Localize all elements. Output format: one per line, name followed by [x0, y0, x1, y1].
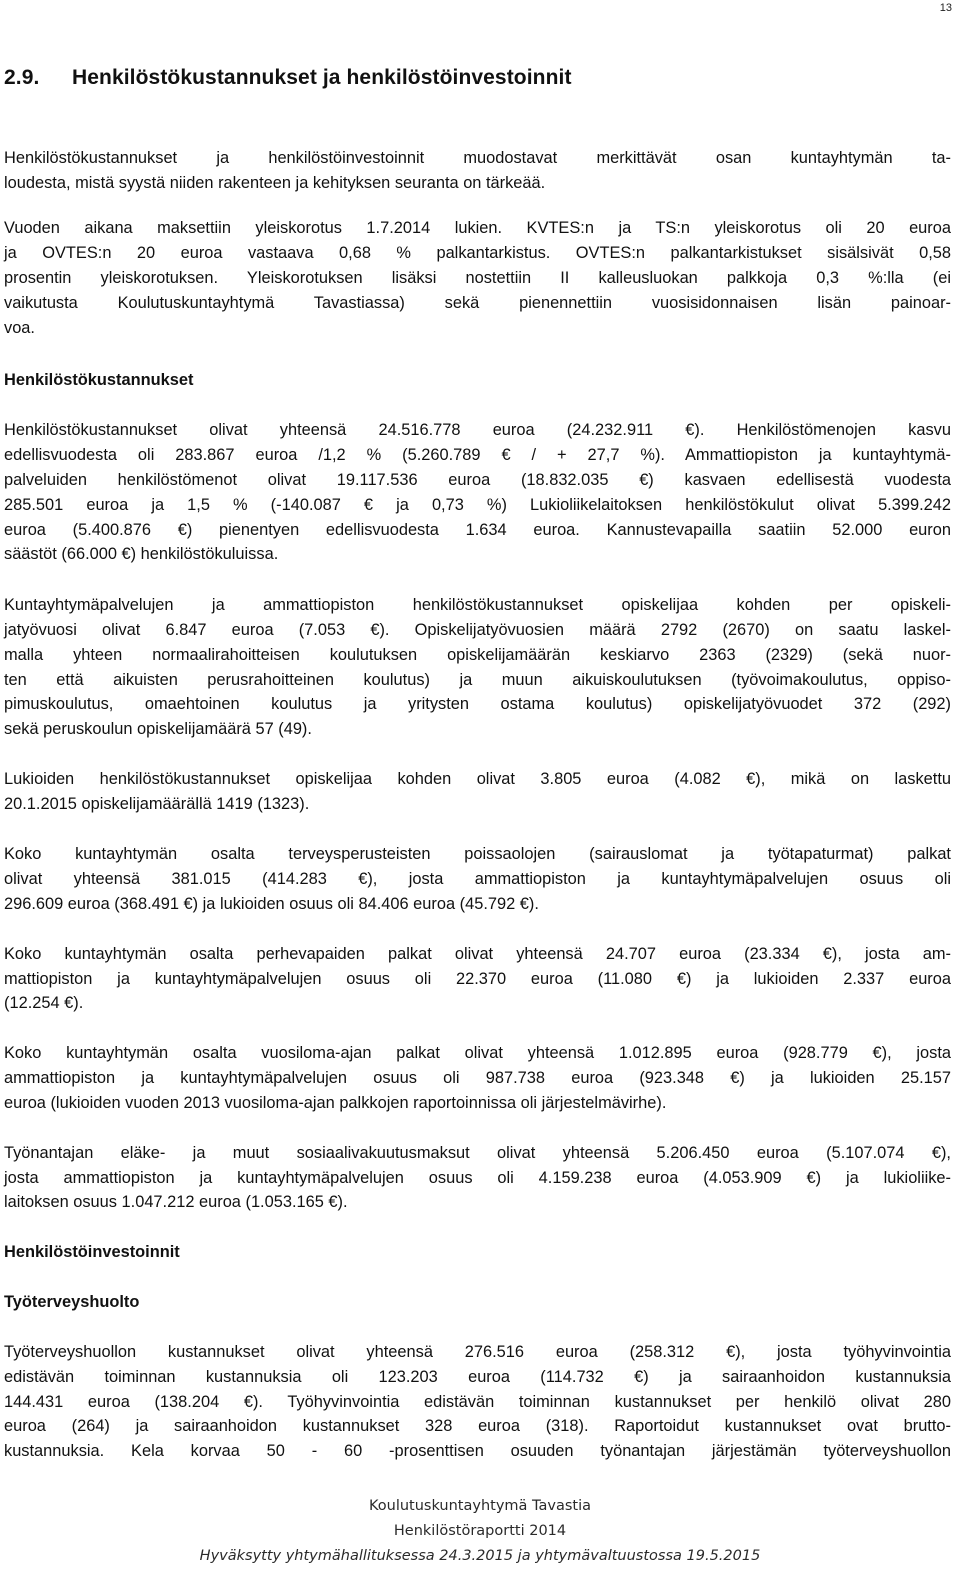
body-line: vaikutusta Koulutuskuntayhtymä Tavastiassa) sekä pienennettiin vuosisidonnaisen lisän painoar-: [4, 294, 951, 312]
body-line: prosentin yleiskorotuksen. Yleiskorotuksen lisäksi nostettiin II kalleusluokan palkkoja 0,3 %:lla (ei: [4, 269, 951, 287]
footer-report-title: Henkilöstöraportti 2014: [393, 1523, 567, 1539]
body-line: Työterveyshuollon kustannukset olivat yhteensä 276.516 euroa (258.312 €), josta työhyvinvointia: [4, 1343, 951, 1361]
body-line: ja OVTES:n 20 euroa vastaava 0,68 % palkantarkistus. OVTES:n palkantarkistukset sisälsivät 0,58: [4, 244, 951, 262]
body-line: Koko kuntayhtymän osalta terveysperusteisten poissaolojen (sairauslomat ja työtapaturmat) palkat: [4, 845, 951, 863]
footer-organization: Koulutuskuntayhtymä Tavastia: [368, 1498, 592, 1514]
page-number: 13: [939, 2, 952, 14]
body-line: loudesta, mistä syystä niiden rakenteen ja kehityksen seuranta on tärkeää.: [4, 174, 546, 192]
footer-approval: Hyväksytty yhtymähallituksessa 24.3.2015 ja yhtymävaltuustossa 19.5.2015: [199, 1548, 761, 1564]
body-line: kustannuksia. Kela korvaa 50 - 60 -prosenttisen osuuden työnantajan järjestämän työterveyshuollon: [4, 1442, 951, 1460]
subheading-henkilostokustannukset: Henkilöstökustannukset: [4, 371, 194, 389]
body-line: malla yhteen normaalirahoitteisen koulutuksen opiskelijamäärän keskiarvo 2363 (2329) (sekä nuor-: [4, 646, 951, 664]
section-number: 2.9.: [4, 66, 40, 89]
body-line: Työnantajan eläke- ja muut sosiaalivakuutusmaksut olivat yhteensä 5.206.450 euroa (5.107.074 €),: [4, 1144, 951, 1162]
body-line: edistävän toiminnan kustannuksia oli 123.203 euroa (114.732 €) ja sairaanhoidon kustannuksia: [4, 1368, 951, 1386]
body-line: Koko kuntayhtymän osalta vuosiloma-ajan palkat olivat yhteensä 1.012.895 euroa (928.779 €), josta: [4, 1044, 951, 1062]
body-line: Henkilöstökustannukset olivat yhteensä 24.516.778 euroa (24.232.911 €). Henkilöstömenojen kasvu: [4, 421, 951, 439]
body-line: voa.: [4, 319, 35, 337]
body-line: euroa (264) ja sairaanhoidon kustannukset 328 euroa (318). Raportoidut kustannukset ovat brutto-: [4, 1417, 951, 1435]
subheading-henkilostoinvestoinnit: Henkilöstöinvestoinnit: [4, 1243, 180, 1261]
subheading-tyoterveyshuolto: Työterveyshuolto: [4, 1293, 140, 1311]
body-line: 285.501 euroa ja 1,5 % (-140.087 € ja 0,73 %) Lukioliikelaitoksen henkilöstökulut olivat 5.399.242: [4, 496, 951, 514]
body-line: jatyövuosi olivat 6.847 euroa (7.053 €). Opiskelijatyövuosien määrä 2792 (2670) on saatu laskel-: [4, 621, 951, 639]
body-line: Vuoden aikana maksettiin yleiskorotus 1.7.2014 lukien. KVTES:n ja TS:n yleiskorotus oli 20 euroa: [4, 219, 951, 237]
body-line: euroa (lukioiden vuoden 2013 vuosiloma-ajan palkkojen raportoinnissa oli järjestelmävirhe).: [4, 1094, 667, 1112]
body-line: pimuskoulutus, omaehtoinen koulutus ja yritysten ostama koulutus) opiskelijatyövuodet 372 (292): [4, 695, 951, 713]
body-line: Henkilöstökustannukset ja henkilöstöinvestoinnit muodostavat merkittävät osan kuntayhtymän ta-: [4, 149, 951, 167]
body-line: Lukioiden henkilöstökustannukset opiskelijaa kohden olivat 3.805 euroa (4.082 €), mikä on laskettu: [4, 770, 951, 788]
section-heading: [4, 66, 572, 90]
body-line: josta ammattiopiston ja kuntayhtymäpalvelujen osuus oli 4.159.238 euroa (4.053.909 €) ja lukioliike-: [4, 1169, 951, 1187]
body-line: ammattiopiston ja kuntayhtymäpalvelujen osuus oli 987.738 euroa (923.348 €) ja lukioiden 25.157: [4, 1069, 951, 1087]
body-line: Kuntayhtymäpalvelujen ja ammattiopiston henkilöstökustannukset opiskelijaa kohden per opiskeli-: [4, 596, 951, 614]
body-line: ten että aikuisten perusrahoitteinen koulutus) ja muun aikuiskoulutuksen (työvoimakoulutus, oppiso-: [4, 671, 951, 689]
body-line: laitoksen osuus 1.047.212 euroa (1.053.165 €).: [4, 1193, 348, 1211]
body-line: sekä peruskoulun opiskelijamäärä 57 (49).: [4, 720, 312, 738]
body-line: säästöt (66.000 €) henkilöstökuluissa.: [4, 545, 279, 563]
body-line: olivat yhteensä 381.015 (414.283 €), josta ammattiopiston ja kuntayhtymäpalvelujen osuus oli: [4, 870, 951, 888]
section-title: Henkilöstökustannukset ja henkilöstöinvestoinnit: [72, 66, 572, 89]
body-line: mattiopiston ja kuntayhtymäpalvelujen osuus oli 22.370 euroa (11.080 €) ja lukioiden 2.337 euroa: [4, 970, 951, 988]
body-line: edellisvuodesta oli 283.867 euroa /1,2 % (5.260.789 € / + 27,7 %). Ammattiopiston ja kuntayhtymä-: [4, 446, 951, 464]
body-line: 144.431 euroa (138.204 €). Työhyvinvointia edistävän toiminnan kustannukset per henkilö olivat 280: [4, 1393, 951, 1411]
body-line: 20.1.2015 opiskelijamäärällä 1419 (1323).: [4, 795, 310, 813]
body-line: palveluiden henkilöstömenot olivat 19.117.536 euroa (18.832.035 €) kasvaen edellisestä vuodesta: [4, 471, 951, 489]
body-line: 296.609 euroa (368.491 €) ja lukioiden osuus oli 84.406 euroa (45.792 €).: [4, 895, 539, 913]
body-line: euroa (5.400.876 €) pienentyen edellisvuodesta 1.634 euroa. Kannustevapailla saatiin 52.000 euron: [4, 521, 951, 539]
body-line: Koko kuntayhtymän osalta perhevapaiden palkat olivat yhteensä 24.707 euroa (23.334 €), josta am-: [4, 945, 951, 963]
body-line: (12.254 €).: [4, 994, 84, 1012]
